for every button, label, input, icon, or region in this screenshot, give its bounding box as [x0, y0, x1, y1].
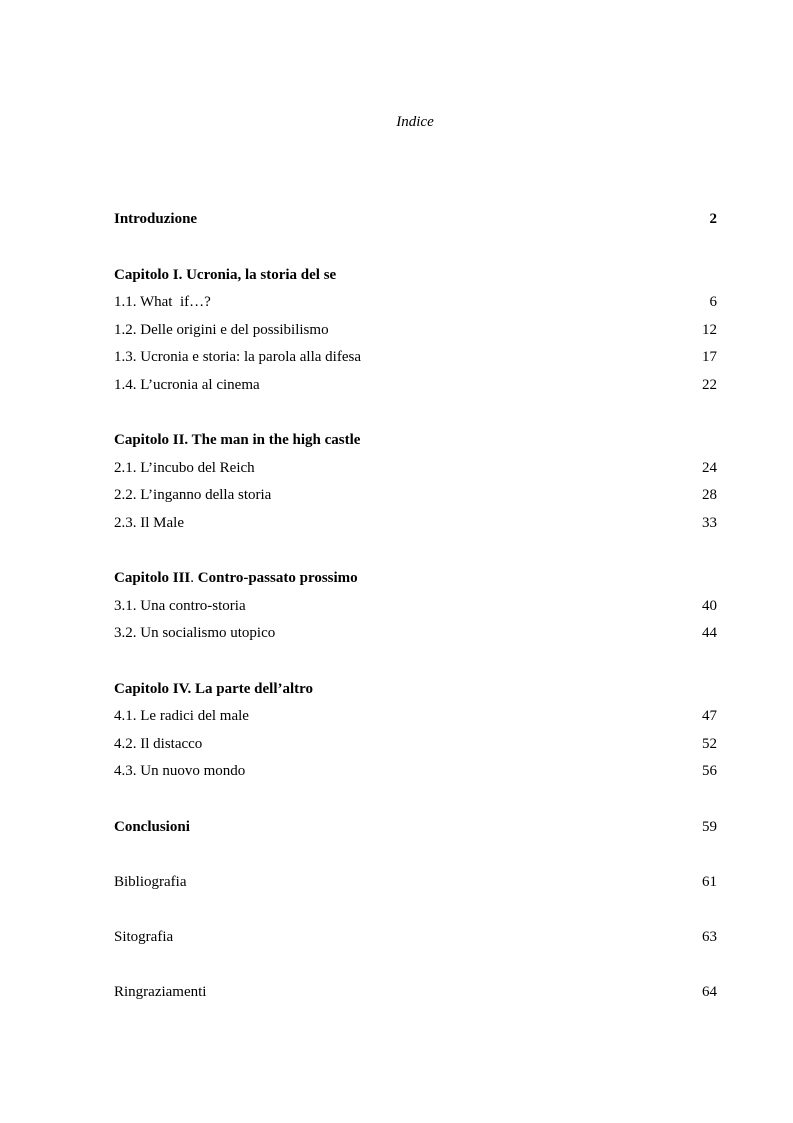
toc-entry — [114, 485, 717, 505]
toc-entry-label: Bibliografia — [114, 874, 187, 890]
toc-entry-page: 56 — [702, 763, 717, 779]
toc-entry-bibliography — [114, 872, 717, 892]
toc-entry-page: 12 — [702, 322, 717, 338]
page-title: Indice — [396, 114, 434, 130]
toc-entry-page: 52 — [702, 736, 717, 752]
chapter-heading-label — [114, 568, 358, 588]
toc-entry-page: 47 — [702, 708, 717, 724]
chapter-heading-part: Contro-passato prossimo — [197, 570, 358, 586]
chapter-heading-separator: . — [190, 570, 198, 586]
toc-entry-label: Sitografia — [114, 929, 174, 945]
chapter-heading-3 — [114, 568, 717, 588]
toc-entry — [114, 347, 717, 367]
chapter-heading-label: Capitolo II. The man in the high castle — [114, 432, 361, 448]
toc-entry-label: 1.2. Delle origini e del possibilismo — [114, 322, 329, 338]
toc-entry-label: 4.1. Le radici del male — [114, 708, 249, 724]
toc-entry — [114, 292, 717, 312]
chapter-heading-label: Capitolo IV. La parte dell’altro — [114, 681, 314, 697]
toc-entry-introduction — [114, 209, 717, 229]
toc-entry-page: 44 — [702, 625, 717, 641]
toc-entry-page: 28 — [702, 487, 717, 503]
toc-entry — [114, 320, 717, 340]
chapter-heading-label: Capitolo I. Ucronia, la storia del se — [114, 267, 337, 283]
toc-entry — [114, 734, 717, 754]
chapter-heading-part: Capitolo III — [114, 570, 191, 586]
toc-entry-label: 3.2. Un socialismo utopico — [114, 625, 276, 641]
toc-entry-label: 1.1. What if…? — [114, 294, 211, 310]
toc-entry — [114, 458, 717, 478]
toc-entry-page: 64 — [702, 984, 717, 1000]
toc-entry-page: 17 — [702, 349, 717, 365]
toc-entry-page: 63 — [702, 929, 717, 945]
toc-entry — [114, 513, 717, 533]
toc-entry-label: 2.2. L’inganno della storia — [114, 487, 272, 503]
toc-entry — [114, 596, 717, 616]
toc-entry-page: 2 — [709, 211, 717, 227]
toc-entry-page: 59 — [702, 819, 717, 835]
toc-entry — [114, 623, 717, 643]
toc-entry-label: 1.3. Ucronia e storia: la parola alla difesa — [114, 349, 361, 365]
toc-entry — [114, 706, 717, 726]
chapter-heading-4 — [114, 679, 717, 699]
toc-entry-label: 3.1. Una contro-storia — [114, 598, 246, 614]
toc-entry-label: Introduzione — [114, 211, 198, 227]
toc-entry — [114, 761, 717, 781]
toc-entry-label: Conclusioni — [114, 819, 190, 835]
chapter-heading-2 — [114, 430, 717, 450]
chapter-heading-1 — [114, 265, 717, 285]
toc-entry-label: 4.2. Il distacco — [114, 736, 203, 752]
toc-entry-page: 61 — [702, 874, 717, 890]
toc-entry-conclusions — [114, 817, 717, 837]
toc-entry-label: 2.3. Il Male — [114, 515, 184, 531]
toc-entry-label: 4.3. Un nuovo mondo — [114, 763, 246, 779]
toc-entry-acknowledgements — [114, 982, 717, 1002]
toc-entry — [114, 375, 717, 395]
toc-entry-page: 40 — [702, 598, 717, 614]
toc-entry-page: 33 — [702, 515, 717, 531]
toc-entry-label: 2.1. L’incubo del Reich — [114, 460, 255, 476]
toc-entry-label: Ringraziamenti — [114, 984, 207, 1000]
toc-entry-page: 22 — [702, 377, 717, 393]
toc-entry-label: 1.4. L’ucronia al cinema — [114, 377, 260, 393]
toc-entry-page: 24 — [702, 460, 717, 476]
toc-entry-sitography — [114, 927, 717, 947]
toc-entry-page: 6 — [709, 294, 717, 310]
